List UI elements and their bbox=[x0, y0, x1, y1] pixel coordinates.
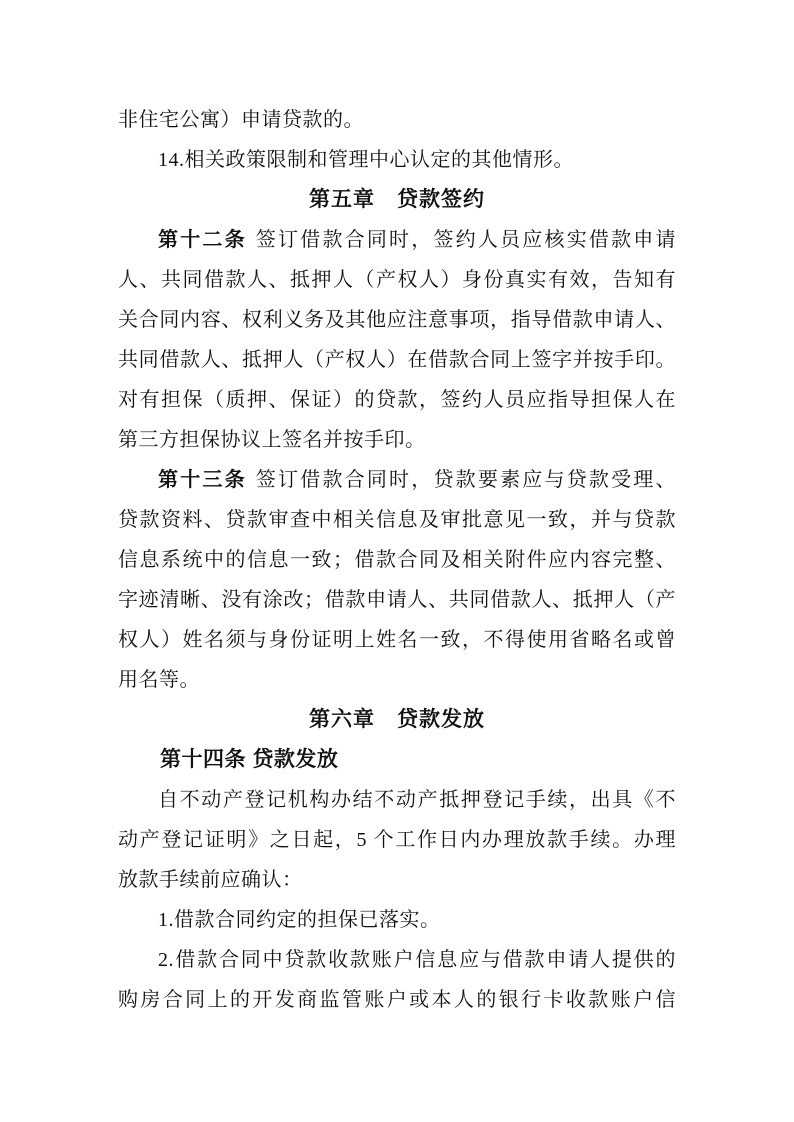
body-line: 14.相关政策限制和管理中心认定的其他情形。 bbox=[158, 149, 574, 171]
chapter-heading: 第五章 贷款签约 bbox=[309, 188, 485, 211]
article-heading: 第十四条 贷款发放 bbox=[160, 748, 339, 771]
body-line: 贷款资料、贷款审查中相关信息及审批意见一致，并与贷款 bbox=[118, 509, 676, 531]
body-line: 共同借款人、抵押人（产权人）在借款合同上签字并按手印。 bbox=[118, 349, 676, 371]
body-line: 第三方担保协议上签名并按手印。 bbox=[118, 429, 426, 451]
body-line: 字迹清晰、没有涂改；借款申请人、共同借款人、抵押人（产 bbox=[118, 589, 676, 611]
body-line bbox=[118, 460, 676, 500]
body-line: 1.借款合同约定的担保已落实。 bbox=[158, 909, 441, 931]
line-text: 签订借款合同时，贷款要素应与贷款受理、 bbox=[255, 469, 677, 491]
body-line: 购房合同上的开发商监管账户或本人的银行卡收款账户信 bbox=[118, 989, 676, 1011]
body-line: 权人）姓名须与身份证明上姓名一致，不得使用省略名或曾 bbox=[118, 629, 676, 651]
body-line: 关合同内容、权利义务及其他应注意事项，指导借款申请人、 bbox=[118, 309, 676, 331]
body-line bbox=[118, 220, 676, 260]
chapter-heading: 第六章 贷款发放 bbox=[309, 708, 485, 731]
document-content bbox=[118, 100, 676, 1020]
body-line: 自不动产登记机构办结不动产抵押登记手续，出具《不 bbox=[158, 789, 676, 811]
body-line: 2.借款合同中贷款收款账户信息应与借款申请人提供的 bbox=[158, 949, 676, 971]
article-number: 第十三条 bbox=[158, 469, 247, 491]
body-line: 信息系统中的信息一致；借款合同及相关附件应内容完整、 bbox=[118, 549, 676, 571]
body-line: 人、共同借款人、抵押人（产权人）身份真实有效，告知有 bbox=[118, 269, 676, 291]
article-number: 第十二条 bbox=[158, 229, 247, 251]
body-line: 动产登记证明》之日起，5 个工作日内办理放款手续。办理 bbox=[118, 829, 676, 851]
body-line: 非住宅公寓）申请贷款的。 bbox=[118, 109, 364, 131]
body-line: 对有担保（质押、保证）的贷款，签约人员应指导担保人在 bbox=[118, 389, 676, 411]
body-line: 放款手续前应确认： bbox=[118, 869, 303, 891]
line-text: 签订借款合同时，签约人员应核实借款申请 bbox=[255, 229, 677, 251]
body-line: 用名等。 bbox=[118, 669, 200, 691]
